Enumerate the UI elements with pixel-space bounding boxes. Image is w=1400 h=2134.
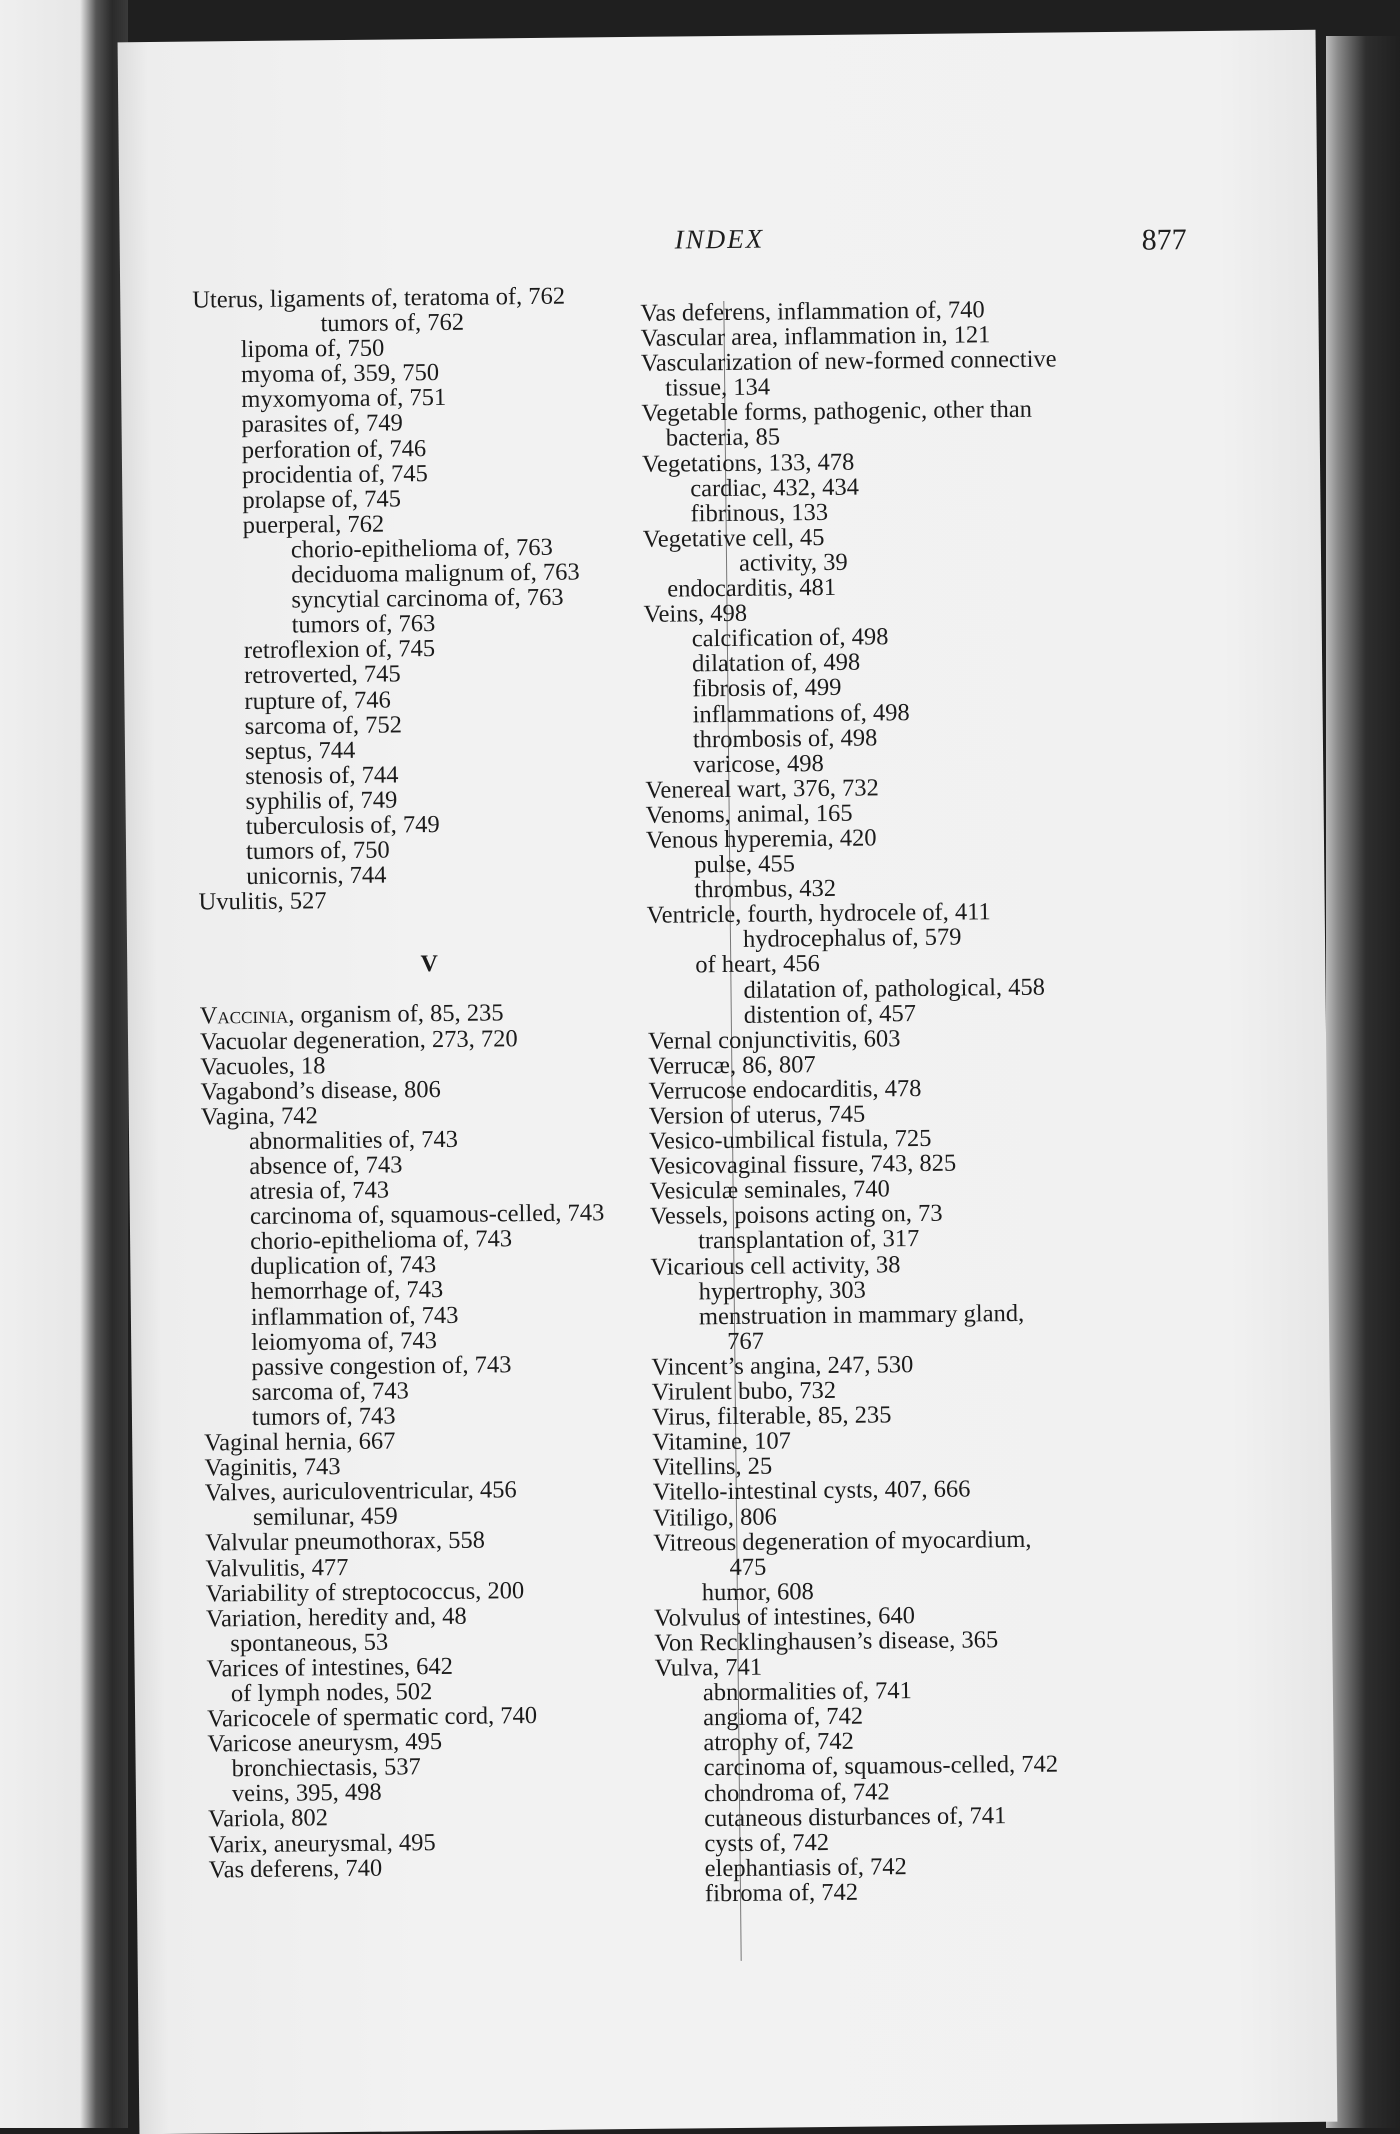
index-entry: Vernal conjunctivitis, 603 <box>647 1024 901 1055</box>
index-entry: of lymph nodes, 502 <box>230 1678 433 1708</box>
index-entry: chorio-epithelioma of, 763 <box>290 533 553 564</box>
entry-head-smallcaps: Vaccinia, <box>199 1001 295 1030</box>
index-entry: tumors of, 743 <box>251 1402 396 1431</box>
index-entry: cutaneous disturbances of, 741 <box>704 1801 1007 1832</box>
index-entry: Vegetative cell, 45 <box>642 523 825 553</box>
index-entry: passive congestion of, 743 <box>251 1351 512 1381</box>
index-entry: Vas deferens, inflammation of, 740 <box>640 296 985 327</box>
index-entry: transplantation of, 317 <box>698 1225 920 1255</box>
index-entry: Variation, heredity and, 48 <box>205 1602 467 1633</box>
index-entry: fibroma of, 742 <box>704 1878 859 1908</box>
index-entry: unicornis, 744 <box>246 861 387 891</box>
index-entry: bacteria, 85 <box>665 423 781 453</box>
index-entry: deciduoma malignum of, 763 <box>291 558 580 589</box>
index-entry: Vessels, poisons acting on, 73 <box>649 1200 943 1231</box>
index-entry: tumors of, 763 <box>291 610 436 639</box>
entry-rest: organism of, 85, 235 <box>294 999 504 1029</box>
index-entry: Vitello-intestinal cysts, 407, 666 <box>652 1475 971 1507</box>
index-entry: Vesiculæ seminales, 740 <box>649 1175 890 1206</box>
running-head: INDEX <box>674 223 765 255</box>
index-entry: Vitreous degeneration of myocardium, <box>653 1525 1032 1557</box>
index-entry: inflammations of, 498 <box>692 698 910 728</box>
index-entry: Ventricle, fourth, hydrocele of, 411 <box>646 898 991 930</box>
index-entry: leiomyoma of, 743 <box>251 1326 438 1356</box>
index-entry: perforation of, 746 <box>241 434 427 464</box>
index-entry: atrophy of, 742 <box>703 1728 854 1757</box>
index-entry: Varices of intestines, 642 <box>206 1652 454 1683</box>
index-entry: carcinoma of, squamous-celled, 742 <box>703 1751 1059 1782</box>
index-entry: Verrucæ, 86, 807 <box>648 1050 816 1080</box>
index-entry: puerperal, 762 <box>242 510 385 539</box>
index-entry: Vitellins, 25 <box>652 1452 773 1482</box>
index-entry: Valvular pneumothorax, 558 <box>205 1526 486 1557</box>
index-entry: 767 <box>727 1327 765 1355</box>
index-entry: pulse, 455 <box>694 850 796 879</box>
index-entry: Vagina, 742 <box>200 1102 318 1131</box>
index-entry: Uvulitis, 527 <box>198 887 327 916</box>
index-entry: Vitamine, 107 <box>652 1427 792 1457</box>
index-entry: sarcoma of, 752 <box>244 710 403 740</box>
index-entry: Virulent bubo, 732 <box>651 1376 837 1406</box>
index-entry: semilunar, 459 <box>252 1502 398 1532</box>
index-entry: Vascular area, inflammation in, 121 <box>640 321 991 352</box>
index-entry: hydrocephalus of, 579 <box>742 923 962 954</box>
index-entry: parasites of, 749 <box>241 409 403 439</box>
index-entry: syncytial carcinoma of, 763 <box>291 583 564 614</box>
index-entry: chorio-epithelioma of, 743 <box>249 1225 513 1256</box>
index-entry: menstruation in mammary gland, <box>698 1299 1025 1331</box>
index-entry: atresia of, 743 <box>249 1176 390 1206</box>
index-entry: tissue, 134 <box>665 373 771 402</box>
index-entry: prolapse of, 745 <box>242 485 402 514</box>
index-entry: elephantiasis of, 742 <box>704 1852 907 1883</box>
index-entry: retroflexion of, 745 <box>243 635 436 665</box>
index-entry: rupture of, 746 <box>244 686 391 715</box>
index-entry: syphilis of, 749 <box>245 786 398 815</box>
index-entry: sarcoma of, 743 <box>251 1377 410 1406</box>
index-entry: humor, 608 <box>701 1577 814 1607</box>
index-entry: fibrosis of, 499 <box>692 674 842 703</box>
page-number: 877 <box>1141 223 1187 257</box>
index-entry: Vacuolar degeneration, 273, 720 <box>199 1024 518 1056</box>
index-entry: Vesico-umbilical fistula, 725 <box>648 1124 932 1155</box>
index-entry: inflammation of, 743 <box>250 1301 459 1331</box>
index-entry: carcinoma of, squamous-celled, 743 <box>249 1199 605 1231</box>
index-entry: spontaneous, 53 <box>230 1628 389 1658</box>
index-entry: angioma of, 742 <box>702 1702 864 1732</box>
book-edge-shadow <box>1326 36 1400 2128</box>
facing-page-edge <box>0 0 128 2128</box>
index-entry: tumors of, 762 <box>320 308 465 338</box>
index-entry: Vesicovaginal fissure, 743, 825 <box>649 1149 957 1181</box>
index-entry: Vagabond’s disease, 806 <box>200 1075 441 1106</box>
index-entry: tumors of, 750 <box>245 836 390 866</box>
index-entry: stenosis of, 744 <box>245 761 399 790</box>
index-entry: varicose, 498 <box>693 749 824 779</box>
index-entry: dilatation of, 498 <box>691 648 861 678</box>
index-entry: dilatation of, pathological, 458 <box>743 973 1046 1004</box>
index-entry: hemorrhage of, 743 <box>250 1276 444 1306</box>
index-entry: septus, 744 <box>244 736 356 765</box>
index-entry: Volvulus of intestines, 640 <box>653 1601 916 1632</box>
right-entries <box>640 295 1197 1907</box>
index-entry: thrombus, 432 <box>694 875 837 904</box>
index-entry: Version of uterus, 745 <box>648 1100 866 1130</box>
index-entry: Venoms, animal, 165 <box>645 799 853 829</box>
index-entry: Virus, filterable, 85, 235 <box>651 1401 892 1431</box>
index-entry: Venereal wart, 376, 732 <box>645 774 879 804</box>
index-entry: myxomyoma of, 751 <box>241 384 447 414</box>
index-entry: Variola, 802 <box>208 1804 329 1833</box>
index-entry: Varicocele of spermatic cord, 740 <box>206 1702 538 1733</box>
index-entry: Venous hyperemia, 420 <box>645 824 877 854</box>
index-entry: Vicarious cell activity, 38 <box>650 1250 901 1281</box>
index-entry: lipoma of, 750 <box>240 334 385 364</box>
index-entry: Valves, auriculoventricular, 456 <box>204 1476 517 1507</box>
index-entry: Vaginal hernia, 667 <box>204 1427 396 1457</box>
index-entry: Valvulitis, 477 <box>205 1553 349 1582</box>
index-entry: Varix, aneurysmal, 495 <box>208 1828 436 1859</box>
index-entry: procidentia of, 745 <box>241 459 428 489</box>
index-entry: Vascularization of new-formed connective <box>640 345 1057 378</box>
index-entry: Variability of streptococcus, 200 <box>205 1576 525 1608</box>
index-entry: veins, 395, 498 <box>231 1779 382 1808</box>
index-entry: Uterus, ligaments of, teratoma of, 762 <box>192 282 566 314</box>
index-entry: calcification of, 498 <box>691 623 889 653</box>
index-entry: Vaginitis, 743 <box>204 1453 341 1482</box>
index-entry: Vulva, 741 <box>654 1653 763 1682</box>
index-entry: of heart, 456 <box>695 950 820 979</box>
index-entry: cardiac, 432, 434 <box>690 473 860 503</box>
index-entry: Von Recklinghausen’s disease, 365 <box>654 1626 999 1657</box>
section-letter: V <box>420 951 439 978</box>
index-entry: Varicose aneurysm, 495 <box>207 1728 443 1758</box>
index-entry: Veins, 498 <box>643 599 748 628</box>
index-entry: tuberculosis of, 749 <box>245 810 440 841</box>
index-entry: chondroma of, 742 <box>703 1777 890 1807</box>
index-entry: Vincent’s angina, 247, 530 <box>651 1351 914 1381</box>
index-entry: cysts of, 742 <box>704 1828 830 1858</box>
index-entry: retroverted, 745 <box>244 660 401 690</box>
right-column <box>640 295 1197 1907</box>
index-entry: bronchiectasis, 537 <box>231 1753 421 1783</box>
index-entry: endocarditis, 481 <box>667 573 837 603</box>
index-entry: duplication of, 743 <box>250 1251 437 1281</box>
index-entry: myoma of, 359, 750 <box>240 359 440 389</box>
index-entry: Vegetable forms, pathogenic, other than <box>641 396 1033 428</box>
index-entry: absence of, 743 <box>249 1151 403 1181</box>
index-page <box>118 30 1338 2134</box>
index-entry: 475 <box>729 1553 767 1581</box>
index-entry: activity, 39 <box>738 548 848 577</box>
index-entry: distention of, 457 <box>743 999 917 1029</box>
index-entry: Vas deferens, 740 <box>208 1854 383 1884</box>
index-entry: Vitiligo, 806 <box>652 1503 777 1532</box>
index-entry: Verrucose endocarditis, 478 <box>648 1074 922 1105</box>
index-entry: hypertrophy, 303 <box>698 1276 866 1305</box>
index-entry: Vegetations, 133, 478 <box>641 448 855 478</box>
index-entry: Vacuoles, 18 <box>200 1051 326 1081</box>
index-entry: abnormalities of, 743 <box>248 1125 459 1155</box>
index-entry: fibrinous, 133 <box>690 498 829 528</box>
index-entry: abnormalities of, 741 <box>702 1677 912 1707</box>
index-entry: thrombosis of, 498 <box>692 724 878 753</box>
